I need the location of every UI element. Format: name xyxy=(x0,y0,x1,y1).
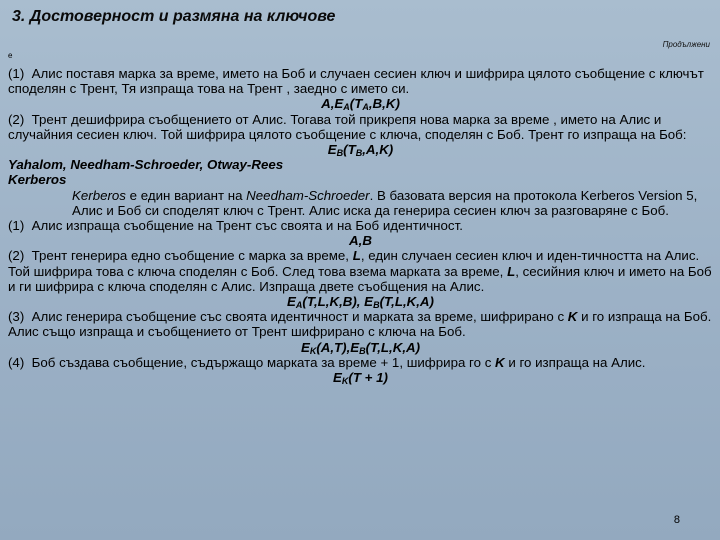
formula-subscript: B xyxy=(373,300,380,311)
slide-content xyxy=(8,66,713,385)
step-text: и го изпраща на Боб. Алис също изпраща и съобщението от Трент шифрирано с ключа на Боб. xyxy=(8,309,712,340)
variable-K: K xyxy=(495,354,505,370)
step-text: Алис изпраща съобщение на Трент със своята и на Боб идентичност. xyxy=(31,218,463,234)
formula-subscript: A xyxy=(362,102,369,113)
formula-part: (T,L,K,B), E xyxy=(302,294,374,310)
variable-L: L xyxy=(352,248,361,264)
kerberos-formula-4 xyxy=(8,370,713,385)
step-text: Трент дешифрира съобщението от Алис. Тогава той прикрепя нова марка за време , името на Алис и случайния сесиен ключ. Той шифрира цялото съобщение с ключа, споделян с Боб. Трент го изпраща на Боб: xyxy=(8,111,687,142)
kerberos-intro xyxy=(8,188,713,218)
continued-suffix: е xyxy=(8,51,13,60)
formula-part: (T + 1) xyxy=(348,370,388,386)
formula-part: (T xyxy=(349,96,363,112)
kerberos-step-4 xyxy=(8,355,713,370)
formula-part: A,E xyxy=(321,96,344,112)
formula-part: ,B,K) xyxy=(368,96,400,112)
step-text: Боб създава съобщение, съдържащо марката за време + 1, шифрира го с xyxy=(31,354,496,370)
kerberos-step-2 xyxy=(8,248,713,294)
kerberos-formula-1: A,B xyxy=(349,233,372,249)
protocols-line: Yahalom, Needham-Schroeder, Otway-Rees xyxy=(8,157,284,173)
step-text: , един случаен сесиен ключ и иден-тичността на Алис. Той шифрира това с ключа споделян с Боб. След това взема марката за време, xyxy=(8,248,700,279)
step-text: , сесийния ключ и името на Боб и ги шифрира с ключа споделян с Алис. Изпраща двете съобщения на Алис. xyxy=(8,263,712,294)
step-text: Алис поставя марка за време, името на Боб и случаен сесиен ключ и шифрира цялото съобщение с ключът споделян с Трент, Тя изпраща това на Трент , заедно с името си. xyxy=(8,66,704,97)
step-label: (2) xyxy=(8,111,25,127)
formula-subscript: K xyxy=(309,345,317,356)
formula-2 xyxy=(8,142,713,157)
formula-part: E xyxy=(327,142,337,158)
formula-part: E xyxy=(300,339,310,355)
formula-subscript: B xyxy=(336,148,344,159)
continued-label: Продължени xyxy=(662,40,710,49)
variable-K: K xyxy=(567,309,578,325)
formula-subscript: B xyxy=(359,345,366,356)
intro-text: е един вариант на xyxy=(125,187,247,203)
protocol-name: Needham-Schroeder xyxy=(246,187,370,203)
formula-part: E xyxy=(333,370,342,386)
step-label: (1) xyxy=(8,66,25,81)
paragraph-step-1 xyxy=(8,66,713,96)
formula-subscript: B xyxy=(355,148,363,159)
formula-part: (A,T),E xyxy=(316,339,360,355)
page-title: 3. Достоверност и размяна на ключове xyxy=(12,8,336,25)
variable-L: L xyxy=(507,263,516,279)
formula-subscript: A xyxy=(343,102,350,113)
step-text: Трент генерира едно съобщение с марка за време, xyxy=(31,248,353,264)
step-text: Алис генерира съобщение със своята идентичност и марката за време, шифрирано с xyxy=(31,309,568,325)
formula-subscript: A xyxy=(295,300,303,311)
kerberos-step-3 xyxy=(8,309,713,339)
formula-part: E xyxy=(287,294,296,310)
formula-part: (T,L,K,A) xyxy=(379,294,434,310)
kerberos-formula-3 xyxy=(8,340,713,355)
kerberos-heading: Kerberos xyxy=(8,172,67,188)
step-label: (2) xyxy=(8,248,25,264)
kerberos-name: Kerberos xyxy=(72,187,126,203)
kerberos-step-1 xyxy=(8,218,713,233)
step-label: (4) xyxy=(8,354,25,370)
formula-part: (T xyxy=(343,142,356,158)
step-label: (1) xyxy=(8,218,25,234)
paragraph-step-2 xyxy=(8,112,713,142)
intro-text: . В базовата версия на протокола Kerberos Version 5, Алис и Боб си споделят ключ с Трент. Алис иска да генерира сесиен ключ за разговаряне с Боб. xyxy=(72,187,698,218)
formula-subscript: K xyxy=(341,376,349,387)
formula-part: ,A,K) xyxy=(362,142,394,158)
step-text: и го изпраща на Алис. xyxy=(504,354,646,370)
step-label: (3) xyxy=(8,309,25,325)
formula-part: (T,L,K,A) xyxy=(365,339,421,355)
kerberos-formula-2 xyxy=(8,294,713,309)
page-number: 8 xyxy=(673,514,680,526)
formula-1 xyxy=(8,96,713,111)
